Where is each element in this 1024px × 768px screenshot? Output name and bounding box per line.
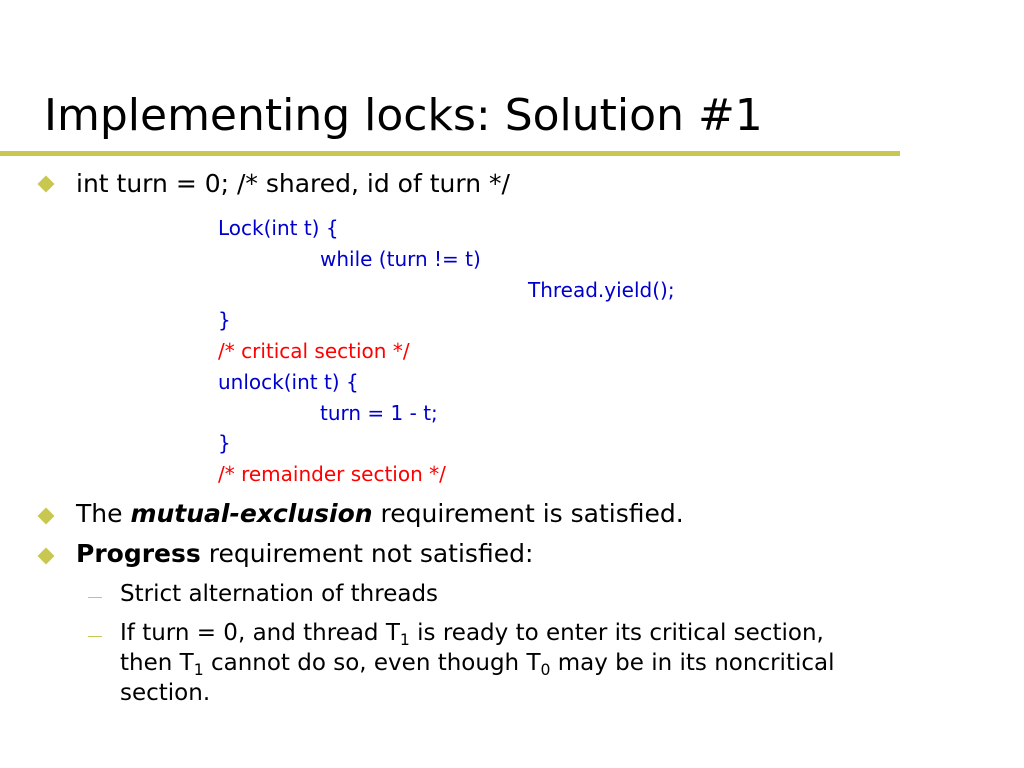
code-line-while: while (turn != t): [320, 247, 481, 271]
bullet-mutual-exclusion-prefix: The: [76, 499, 131, 528]
sub2-part5: may be in its noncritical: [550, 650, 835, 676]
slide-title: Implementing locks: Solution #1: [44, 90, 763, 141]
sub2-subscript-a: 1: [399, 630, 410, 650]
bullet-progress: [76, 538, 533, 570]
mutual-exclusion-term: mutual-exclusion: [130, 499, 373, 528]
bullet-shared-variable: int turn = 0; /* shared, id of turn */: [76, 169, 510, 198]
sub2-part1: If turn = 0, and thread T: [120, 620, 400, 646]
bullet-diamond-icon: [38, 548, 55, 565]
sub-bullet-turn-explanation-line1: [120, 617, 824, 649]
title-underline: [0, 151, 900, 156]
sub2-subscript-b: 1: [193, 660, 204, 680]
code-line-yield: Thread.yield();: [528, 278, 675, 302]
code-line-lock-close: }: [218, 308, 231, 332]
code-comment-critical-section: /* critical section */: [218, 339, 410, 363]
code-line-turn-assign: turn = 1 - t;: [320, 401, 438, 425]
sub2-part4: cannot do so, even though T: [203, 650, 541, 676]
bullet-mutual-exclusion-suffix: requirement is satisfied.: [372, 499, 684, 528]
code-line-unlock-signature: unlock(int t) {: [218, 370, 359, 394]
bullet-diamond-icon: [38, 508, 55, 525]
sub-bullet-dash-icon: [88, 597, 102, 598]
sub2-subscript-c: 0: [540, 660, 551, 680]
code-line-lock-signature: Lock(int t) {: [218, 216, 339, 240]
sub-bullet-turn-explanation-line3: section.: [120, 680, 211, 706]
code-line-unlock-close: }: [218, 431, 231, 455]
sub-bullet-strict-alternation: Strict alternation of threads: [120, 581, 439, 607]
code-comment-remainder-section: /* remainder section */: [218, 462, 446, 486]
sub2-part2: is ready to enter its critical section,: [409, 620, 824, 646]
sub2-part3: then T: [120, 650, 194, 676]
bullet-mutual-exclusion: [76, 498, 684, 530]
progress-term: Progress: [76, 539, 201, 568]
sub-bullet-turn-explanation-line2: [120, 647, 834, 679]
bullet-progress-suffix: requirement not satisfied:: [200, 539, 534, 568]
bullet-diamond-icon: [38, 176, 55, 193]
sub-bullet-dash-icon: [88, 636, 102, 637]
